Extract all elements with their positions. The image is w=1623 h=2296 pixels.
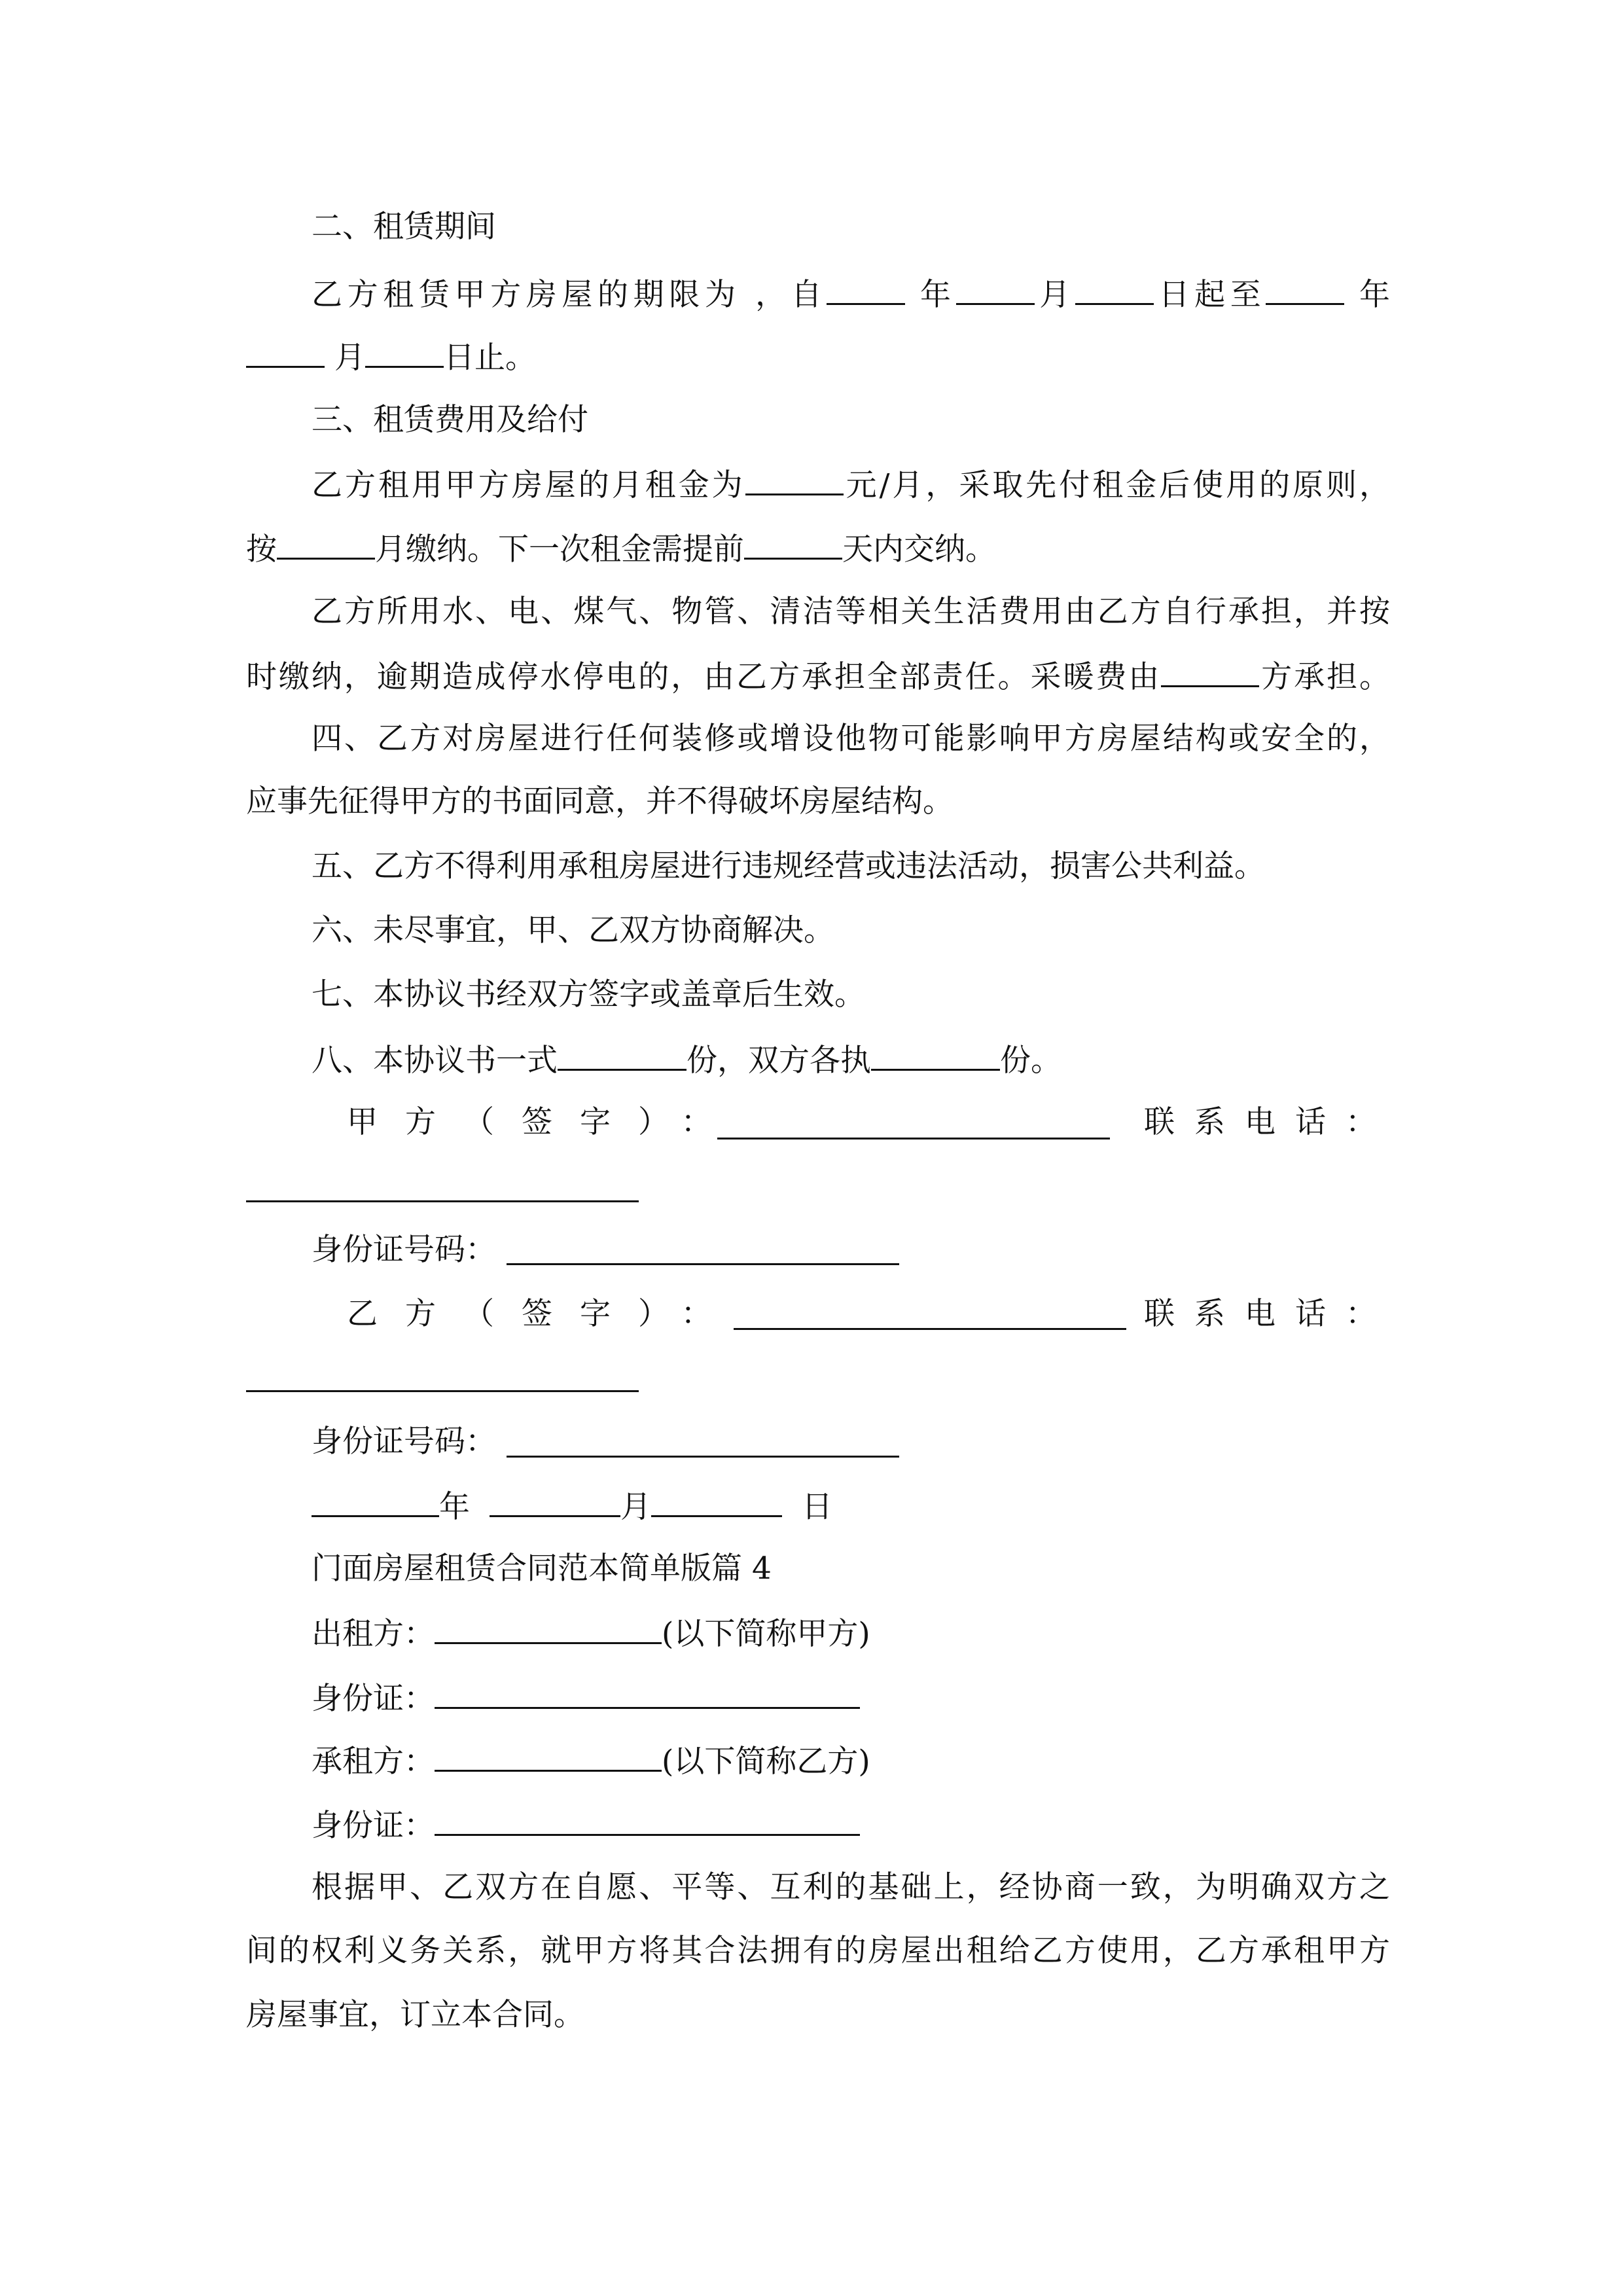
text: 承租方： — [312, 1744, 435, 1780]
text: 元/月，采取先付租金后使用的原则， — [843, 467, 1390, 503]
text: 房屋事宜，订立本合同。 — [246, 1997, 584, 2033]
paragraph-utilities — [312, 592, 1390, 632]
text: 年 — [905, 277, 956, 313]
clause-five — [312, 847, 1265, 886]
text: 年 — [1344, 277, 1390, 313]
text: 时缴纳，逾期造成停水停电的，由乙方承担全部责任。采暖费由 — [246, 659, 1162, 695]
section-heading-lease-period — [312, 207, 496, 247]
text: 乙方租用甲方房屋的月租金为 — [312, 467, 745, 503]
text: 三、租赁费用及给付 — [312, 402, 588, 438]
text: 月 — [620, 1489, 651, 1525]
text: 身份证号码： — [312, 1232, 496, 1268]
text: 出租方： — [312, 1616, 435, 1652]
clause-six — [312, 911, 834, 950]
text: 联系电话： — [1144, 1104, 1396, 1140]
text: 应事先征得甲方的书面同意，并不得破坏房屋结构。 — [246, 783, 954, 819]
text: 二、租赁期间 — [312, 209, 496, 245]
party-b-signature-field[interactable] — [734, 1328, 1126, 1330]
lessor-field[interactable] — [435, 1612, 662, 1644]
blank-field[interactable] — [744, 528, 842, 560]
text: 身份证： — [312, 1808, 435, 1844]
text: 按 — [246, 531, 277, 567]
lessor-line — [312, 1612, 870, 1651]
text: 年 — [439, 1489, 470, 1525]
text: 七、本协议书经双方签字或盖章后生效。 — [312, 977, 865, 1013]
preamble-cont — [246, 1931, 1390, 1971]
lessor-id-field[interactable] — [435, 1677, 860, 1709]
text: 身份证： — [312, 1681, 435, 1717]
blank-field[interactable] — [277, 528, 375, 560]
text: 五、乙方不得利用承租房屋进行违规经营或违法活动，损害公共利益。 — [312, 848, 1265, 884]
paragraph-lease-term-cont — [246, 336, 536, 375]
blank-field[interactable] — [558, 1039, 687, 1071]
party-a-signature-label — [347, 1103, 740, 1142]
text: 根据甲、乙双方在自愿、平等、互利的基础上，经协商一致，为明确双方之 — [312, 1869, 1390, 1905]
contract-title — [312, 1549, 772, 1588]
month-field[interactable] — [490, 1485, 620, 1517]
text: 甲方（签字）： — [347, 1104, 740, 1140]
text: 月缴纳。下一次租金需提前 — [375, 531, 744, 567]
blank-field[interactable] — [1075, 273, 1154, 305]
blank-field[interactable] — [246, 336, 325, 368]
party-a-phone-field[interactable] — [246, 1200, 639, 1202]
party-b-phone-label — [1144, 1295, 1396, 1334]
blank-field[interactable] — [365, 336, 444, 368]
blank-field[interactable] — [956, 273, 1035, 305]
text: 八、本协议书一式 — [312, 1043, 558, 1079]
clause-eight — [312, 1039, 1061, 1078]
clause-four-cont — [246, 782, 954, 821]
text: (以下简称乙方) — [662, 1744, 870, 1780]
lessee-line — [312, 1740, 870, 1779]
lessee-id-line — [312, 1804, 860, 1843]
paragraph-lease-term — [312, 273, 1390, 312]
preamble-end — [246, 1996, 584, 2035]
party-a-phone-label — [1144, 1103, 1396, 1142]
text: 门面房屋租赁合同范本简单版篇 4 — [312, 1551, 772, 1587]
blank-field[interactable] — [827, 273, 905, 305]
text: (以下简称甲方) — [662, 1616, 870, 1652]
text: 乙方所用水、电、煤气、物管、清洁等相关生活费用由乙方自行承担，并按 — [312, 594, 1390, 630]
clause-seven — [312, 975, 865, 1014]
party-b-id-label — [312, 1422, 496, 1462]
party-a-signature-field[interactable] — [717, 1138, 1110, 1139]
party-b-phone-field[interactable] — [246, 1390, 639, 1392]
text: 乙方租赁甲方房屋的期限为 ，自 — [312, 277, 827, 313]
text: 六、未尽事宜，甲、乙双方协商解决。 — [312, 912, 834, 948]
date-row — [312, 1485, 832, 1524]
party-b-id-field[interactable] — [507, 1456, 899, 1458]
text: 日起至 — [1153, 277, 1266, 313]
text: 乙方（签字）： — [347, 1296, 740, 1332]
text: 日 — [802, 1489, 832, 1525]
party-b-signature-label — [347, 1295, 740, 1334]
text: 身份证号码： — [312, 1424, 496, 1460]
paragraph-rent-cont — [246, 528, 996, 567]
blank-field[interactable] — [1266, 273, 1344, 305]
text: 份，双方各执 — [687, 1043, 871, 1079]
section-heading-fees — [312, 401, 588, 440]
blank-field[interactable] — [1161, 655, 1259, 687]
paragraph-rent — [312, 463, 1390, 503]
paragraph-utilities-cont — [246, 655, 1390, 694]
day-field[interactable] — [651, 1485, 782, 1517]
text: 日止。 — [443, 340, 536, 376]
year-field[interactable] — [312, 1485, 439, 1517]
party-a-id-label — [312, 1230, 496, 1270]
text: 间的权利义务关系，就甲方将其合法拥有的房屋出租给乙方使用，乙方承租甲方 — [246, 1933, 1390, 1969]
party-a-id-field[interactable] — [507, 1263, 899, 1265]
blank-field[interactable] — [871, 1039, 1000, 1071]
lessor-id-line — [312, 1677, 860, 1716]
text: 月 — [1034, 277, 1075, 313]
lessee-id-field[interactable] — [435, 1804, 860, 1836]
text: 四、乙方对房屋进行任何装修或增设他物可能影响甲方房屋结构或安全的， — [312, 721, 1390, 757]
clause-four — [312, 719, 1390, 759]
text: 份。 — [1000, 1043, 1061, 1079]
text: 月 — [325, 340, 365, 376]
lessee-field[interactable] — [435, 1740, 662, 1772]
blank-field[interactable] — [745, 463, 844, 495]
text: 天内交纳。 — [842, 531, 996, 567]
text: 方承担。 — [1259, 659, 1390, 695]
preamble — [312, 1868, 1390, 1907]
text: 联系电话： — [1144, 1296, 1396, 1332]
